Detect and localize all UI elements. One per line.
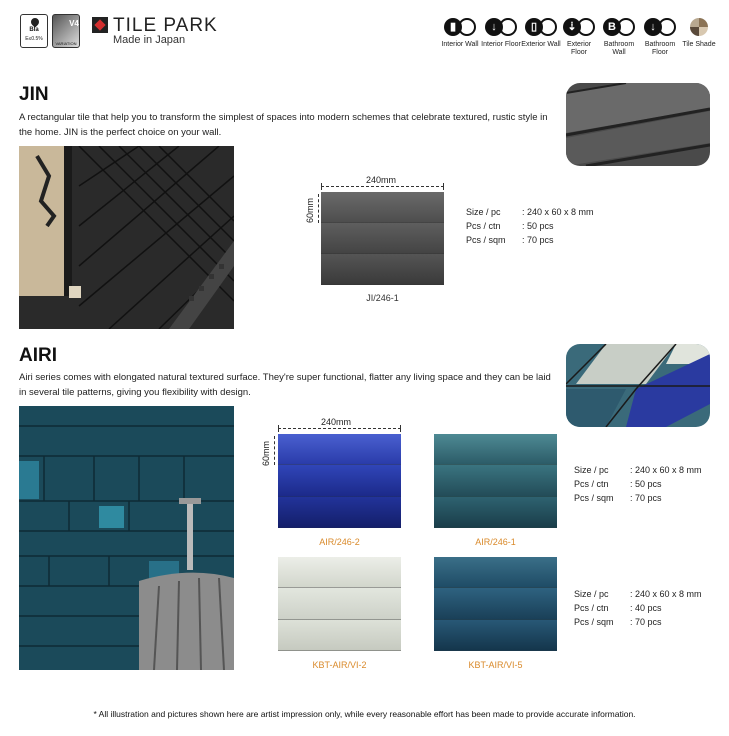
airi-description: Airi series comes with elongated natural textured surface. They're super functional, flatter any living space and they can be laid in several tile patterns, giving you flexibility with design. — [19, 372, 551, 398]
usage-label: Interior Floor — [481, 41, 521, 48]
v4-badge-sub: VARIATION — [55, 41, 77, 46]
usage-label: Exterior Wall — [521, 41, 561, 48]
usage-label: Bathroom Floor — [644, 41, 676, 56]
tile-park-logo-icon — [92, 17, 108, 33]
usage-bathroom-floor — [640, 18, 680, 57]
airi-tile-swatch — [434, 434, 557, 528]
spec-key: Size / pc — [574, 589, 609, 599]
spec-key: Pcs / sqm — [574, 617, 614, 627]
spec-key: Pcs / ctn — [466, 221, 501, 231]
interior-floor-icon: ↓ — [483, 18, 519, 38]
airi-closeup-photo — [566, 344, 710, 427]
airi-height-label: 60mm — [261, 440, 271, 466]
spec-value: : 70 pcs — [522, 235, 554, 245]
jin-specs — [466, 205, 594, 247]
disclaimer-footer: * All illustration and pictures shown here are artist impression only, while every reasonable effort has been made to provide accurate information. — [93, 709, 636, 719]
spec-key: Size / pc — [574, 465, 609, 475]
jin-tile-swatch — [321, 192, 444, 285]
airi-tile-swatch — [434, 557, 557, 651]
jin-room-photo — [19, 146, 234, 329]
airi-specs-a — [574, 463, 702, 505]
usage-label: Interior Wall — [441, 41, 479, 48]
usage-bathroom-wall — [599, 18, 639, 57]
spec-key: Pcs / sqm — [574, 493, 614, 503]
airi-tile-code: KBT-AIR/VI-5 — [468, 660, 523, 670]
airi-tile-code: KBT-AIR/VI-2 — [312, 660, 367, 670]
jin-closeup-photo — [566, 83, 710, 166]
bia-badge-title: BIa — [29, 27, 39, 33]
brand-subtitle: Made in Japan — [113, 34, 186, 46]
spec-value: : 240 x 60 x 8 mm — [630, 465, 702, 475]
exterior-floor-icon: ⇣ — [561, 18, 597, 38]
bia-badge-sub: E≤0.5% — [25, 36, 43, 42]
bia-badge — [20, 14, 48, 48]
tile-shade-icon — [681, 18, 717, 38]
spec-value: : 50 pcs — [630, 479, 662, 489]
usage-exterior-wall — [521, 18, 561, 49]
spec-key: Pcs / ctn — [574, 603, 609, 613]
spec-value: : 240 x 60 x 8 mm — [630, 589, 702, 599]
v4-badge-title: V4 — [69, 19, 79, 28]
jin-description: A rectangular tile that help you to transform the simplest of spaces into modern schemes that celebrate textured, rustic style in the home. JIN is the perfect choice on your wall. — [19, 112, 548, 138]
spec-value: : 240 x 60 x 8 mm — [522, 207, 594, 217]
airi-tile-swatch — [278, 557, 401, 651]
exterior-wall-icon: ▯ — [523, 18, 559, 38]
airi-title: AIRI — [19, 345, 57, 366]
usage-interior-wall — [440, 18, 480, 49]
spec-value: : 70 pcs — [630, 493, 662, 503]
usage-label: Tile Shade — [682, 41, 716, 48]
jin-width-label: 240mm — [366, 175, 397, 185]
jin-title: JIN — [19, 84, 49, 105]
bathroom-wall-icon: B — [601, 18, 637, 38]
spec-key: Pcs / ctn — [574, 479, 609, 489]
usage-interior-floor — [481, 18, 521, 49]
airi-tile-swatch — [278, 434, 401, 528]
airi-tile-code: AIR/246-1 — [475, 537, 516, 547]
spec-key: Size / pc — [466, 207, 501, 217]
airi-specs-b — [574, 587, 702, 629]
v4-badge — [52, 14, 80, 48]
usage-label: Bathroom Wall — [603, 41, 635, 56]
spec-value: : 40 pcs — [630, 603, 662, 613]
spec-value: : 70 pcs — [630, 617, 662, 627]
spec-value: : 50 pcs — [522, 221, 554, 231]
interior-wall-icon: ▮ — [442, 18, 478, 38]
usage-label: Exterior Floor — [566, 41, 592, 56]
brand-name: TILE PARK — [113, 15, 218, 36]
spec-key: Pcs / sqm — [466, 235, 506, 245]
water-drop-icon — [29, 16, 40, 27]
jin-tile-code: JI/246-1 — [366, 293, 399, 303]
usage-tile-shade — [679, 18, 719, 49]
airi-tile-code: AIR/246-2 — [319, 537, 360, 547]
airi-width-label: 240mm — [321, 417, 352, 427]
usage-exterior-floor — [559, 18, 599, 57]
bathroom-floor-icon: ↓ — [642, 18, 678, 38]
jin-height-label: 60mm — [305, 197, 315, 223]
airi-room-photo — [19, 406, 234, 670]
